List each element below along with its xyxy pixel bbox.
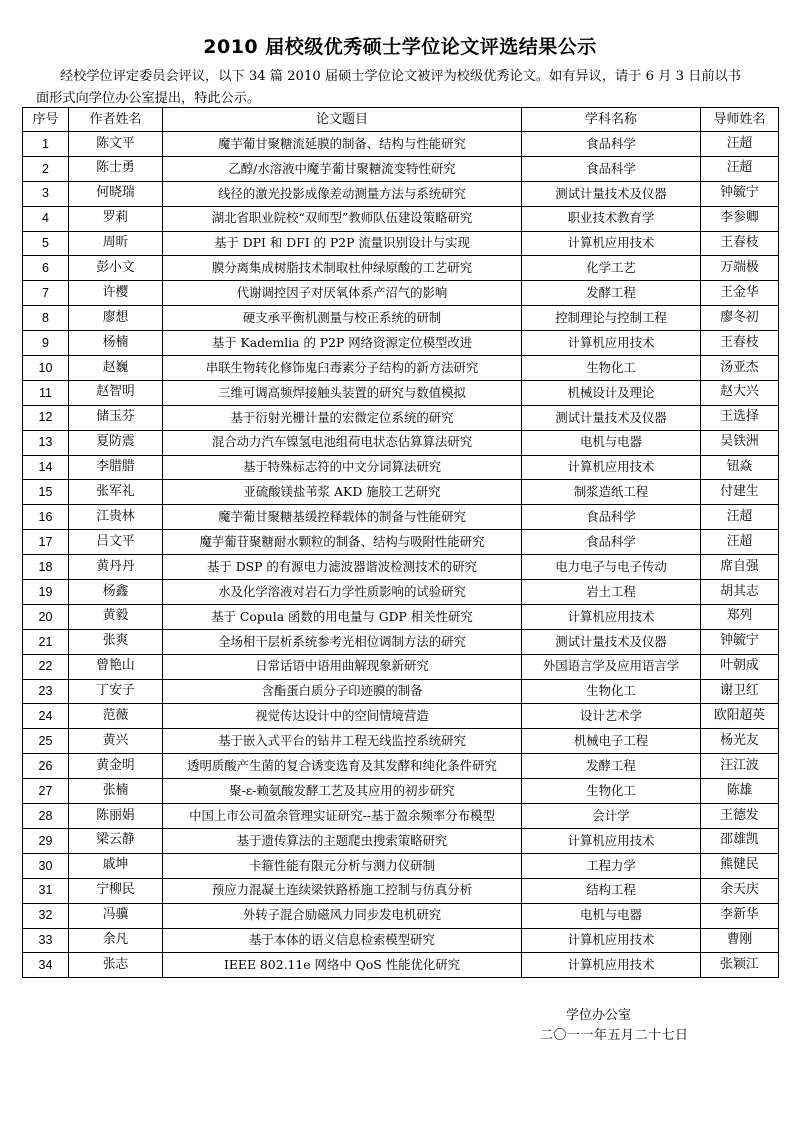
cell-author: 冯骥 [69, 903, 163, 928]
cell-author: 吕文平 [69, 530, 163, 555]
cell-paper-title: 混合动力汽车镍氢电池组荷电状态估算算法研究 [163, 430, 522, 455]
cell-major: 制浆造纸工程 [522, 480, 701, 505]
cell-number: 23 [23, 679, 69, 704]
cell-author: 戚坤 [69, 853, 163, 878]
cell-advisor: 余天庆 [701, 878, 779, 903]
table-row [23, 804, 779, 829]
cell-major: 生物化工 [522, 779, 701, 804]
cell-number: 20 [23, 604, 69, 629]
cell-number: 25 [23, 729, 69, 754]
cell-author: 余凡 [69, 928, 163, 953]
cell-author: 储玉芬 [69, 405, 163, 430]
table-row [23, 430, 779, 455]
cell-advisor: 熊健民 [701, 853, 779, 878]
cell-author: 赵巍 [69, 356, 163, 381]
cell-advisor: 叶朝成 [701, 654, 779, 679]
cell-major: 测试计量技术及仪器 [522, 405, 701, 430]
cell-major: 生物化工 [522, 679, 701, 704]
cell-number: 13 [23, 430, 69, 455]
cell-number: 3 [23, 181, 69, 206]
cell-advisor: 张颖江 [701, 953, 779, 978]
cell-major: 会计学 [522, 804, 701, 829]
cell-paper-title: 膜分离集成树脂技术制取杜仲绿原酸的工艺研究 [163, 256, 522, 281]
table-row [23, 903, 779, 928]
cell-number: 5 [23, 231, 69, 256]
cell-advisor: 付建生 [701, 480, 779, 505]
cell-author: 罗莉 [69, 206, 163, 231]
cell-major: 电机与电器 [522, 430, 701, 455]
cell-major: 食品科学 [522, 156, 701, 181]
cell-author: 张楠 [69, 779, 163, 804]
cell-advisor: 王春枝 [701, 231, 779, 256]
cell-paper-title: 湖北省职业院校“双师型”教师队伍建设策略研究 [163, 206, 522, 231]
cell-number: 8 [23, 306, 69, 331]
cell-paper-title: 中国上市公司盈余管理实证研究--基于盈余频率分布模型 [163, 804, 522, 829]
cell-paper-title: 含酯蛋白质分子印迹膜的制备 [163, 679, 522, 704]
cell-paper-title: 基于嵌入式平台的钻井工程无线监控系统研究 [163, 729, 522, 754]
cell-paper-title: 视觉传达设计中的空间情境营造 [163, 704, 522, 729]
cell-major: 计算机应用技术 [522, 928, 701, 953]
cell-advisor: 王德发 [701, 804, 779, 829]
cell-paper-title: 透明质酸产生菌的复合诱变选育及其发酵和纯化条件研究 [163, 754, 522, 779]
header-major: 学科名称 [522, 108, 701, 132]
cell-major: 电力电子与电子传动 [522, 555, 701, 580]
cell-author: 张军礼 [69, 480, 163, 505]
cell-major: 设计艺术学 [522, 704, 701, 729]
cell-author: 夏防震 [69, 430, 163, 455]
table-row [23, 405, 779, 430]
cell-number: 19 [23, 580, 69, 605]
table-row [23, 928, 779, 953]
table-row [23, 156, 779, 181]
cell-number: 11 [23, 380, 69, 405]
table-row [23, 953, 779, 978]
cell-advisor: 曹刚 [701, 928, 779, 953]
table-row [23, 281, 779, 306]
cell-advisor: 杨光友 [701, 729, 779, 754]
cell-advisor: 廖冬初 [701, 306, 779, 331]
cell-author: 张爽 [69, 629, 163, 654]
cell-paper-title: 卡箍性能有限元分析与测力仪研制 [163, 853, 522, 878]
table-row [23, 231, 779, 256]
cell-advisor: 钟毓宁 [701, 629, 779, 654]
table-row [23, 380, 779, 405]
cell-author: 江贵林 [69, 505, 163, 530]
cell-number: 15 [23, 480, 69, 505]
table-row [23, 331, 779, 356]
cell-paper-title: 线径的激光投影成像差动测量方法与系统研究 [163, 181, 522, 206]
cell-number: 21 [23, 629, 69, 654]
cell-number: 22 [23, 654, 69, 679]
cell-author: 宁柳民 [69, 878, 163, 903]
cell-advisor: 谢卫红 [701, 679, 779, 704]
cell-advisor: 钮焱 [701, 455, 779, 480]
cell-advisor: 李新华 [701, 903, 779, 928]
cell-paper-title: 基于遗传算法的主题爬虫搜索策略研究 [163, 828, 522, 853]
cell-advisor: 汪江波 [701, 754, 779, 779]
table-row [23, 555, 779, 580]
cell-author: 黄兴 [69, 729, 163, 754]
cell-paper-title: 魔芋葡甘聚糖基缓控释载体的制备与性能研究 [163, 505, 522, 530]
table-body [23, 132, 779, 978]
cell-number: 1 [23, 132, 69, 157]
cell-paper-title: 聚-ε-赖氨酸发酵工艺及其应用的初步研究 [163, 779, 522, 804]
cell-author: 廖想 [69, 306, 163, 331]
table-row [23, 455, 779, 480]
cell-advisor: 钟毓宁 [701, 181, 779, 206]
cell-major: 食品科学 [522, 505, 701, 530]
cell-author: 许樱 [69, 281, 163, 306]
cell-major: 发酵工程 [522, 281, 701, 306]
table-row [23, 480, 779, 505]
cell-author: 陈士勇 [69, 156, 163, 181]
cell-advisor: 郑列 [701, 604, 779, 629]
table-row [23, 356, 779, 381]
cell-advisor: 邵雄凯 [701, 828, 779, 853]
cell-author: 杨鑫 [69, 580, 163, 605]
cell-paper-title: 代谢调控因子对厌氧体系产沼气的影响 [163, 281, 522, 306]
cell-major: 计算机应用技术 [522, 828, 701, 853]
cell-author: 范薇 [69, 704, 163, 729]
table-row [23, 181, 779, 206]
cell-paper-title: 基于 Copula 函数的用电量与 GDP 相关性研究 [163, 604, 522, 629]
table-header-row [23, 108, 779, 132]
cell-paper-title: 魔芋葡苷聚糖耐水颗粒的制备、结构与吸附性能研究 [163, 530, 522, 555]
cell-number: 34 [23, 953, 69, 978]
cell-advisor: 王金华 [701, 281, 779, 306]
table-row [23, 505, 779, 530]
table-row [23, 604, 779, 629]
cell-paper-title: 全场相干层析系统参考光相位调制方法的研究 [163, 629, 522, 654]
cell-author: 周昕 [69, 231, 163, 256]
cell-number: 4 [23, 206, 69, 231]
cell-advisor: 汪超 [701, 132, 779, 157]
header-author: 作者姓名 [69, 108, 163, 132]
cell-major: 外国语言学及应用语言学 [522, 654, 701, 679]
cell-number: 28 [23, 804, 69, 829]
table-row [23, 629, 779, 654]
cell-author: 黄金明 [69, 754, 163, 779]
cell-paper-title: IEEE 802.11e 网络中 QoS 性能优化研究 [163, 953, 522, 978]
table-row [23, 256, 779, 281]
cell-number: 33 [23, 928, 69, 953]
cell-major: 测试计量技术及仪器 [522, 181, 701, 206]
cell-major: 计算机应用技术 [522, 331, 701, 356]
table-row [23, 878, 779, 903]
cell-advisor: 陈雄 [701, 779, 779, 804]
cell-major: 结构工程 [522, 878, 701, 903]
header-paper-title: 论文题目 [163, 108, 522, 132]
cell-paper-title: 串联生物转化修饰鬼臼毒素分子结构的新方法研究 [163, 356, 522, 381]
cell-major: 职业技术教育学 [522, 206, 701, 231]
cell-number: 26 [23, 754, 69, 779]
table-row [23, 679, 779, 704]
table-row [23, 704, 779, 729]
table-row [23, 779, 779, 804]
table-row [23, 853, 779, 878]
cell-major: 机械设计及理论 [522, 380, 701, 405]
cell-author: 李腊腊 [69, 455, 163, 480]
cell-paper-title: 基于 Kademlia 的 P2P 网络资源定位模型改进 [163, 331, 522, 356]
cell-major: 生物化工 [522, 356, 701, 381]
cell-major: 控制理论与控制工程 [522, 306, 701, 331]
header-advisor: 导师姓名 [701, 108, 779, 132]
cell-author: 陈文平 [69, 132, 163, 157]
cell-author: 梁云静 [69, 828, 163, 853]
cell-paper-title: 外转子混合励磁风力同步发电机研究 [163, 903, 522, 928]
cell-major: 机械电子工程 [522, 729, 701, 754]
cell-author: 赵智明 [69, 380, 163, 405]
table-row [23, 654, 779, 679]
cell-major: 发酵工程 [522, 754, 701, 779]
cell-advisor: 王春枝 [701, 331, 779, 356]
cell-major: 岩土工程 [522, 580, 701, 605]
cell-major: 计算机应用技术 [522, 953, 701, 978]
intro-paragraph-line-1: 经校学位评定委员会评议，以下 34 篇 2010 届硕士学位论文被评为校级优秀论文。如有异议，请于 6 月 3 日前以书 [60, 69, 741, 84]
cell-advisor: 万端极 [701, 256, 779, 281]
cell-major: 食品科学 [522, 132, 701, 157]
cell-paper-title: 日常话语中语用曲解现象新研究 [163, 654, 522, 679]
cell-paper-title: 基于衍射光栅计量的宏微定位系统的研究 [163, 405, 522, 430]
cell-advisor: 欧阳超英 [701, 704, 779, 729]
table-row [23, 729, 779, 754]
cell-number: 10 [23, 356, 69, 381]
cell-major: 测试计量技术及仪器 [522, 629, 701, 654]
page-title: 2010 届校级优秀硕士学位论文评选结果公示 [203, 36, 597, 58]
cell-author: 黄毅 [69, 604, 163, 629]
table-row [23, 530, 779, 555]
cell-major: 食品科学 [522, 530, 701, 555]
cell-number: 30 [23, 853, 69, 878]
intro-paragraph-line-2: 面形式向学位办公室提出，特此公示。 [36, 91, 261, 106]
cell-advisor: 汤亚杰 [701, 356, 779, 381]
table-row [23, 754, 779, 779]
cell-number: 12 [23, 405, 69, 430]
table-row [23, 132, 779, 157]
cell-number: 27 [23, 779, 69, 804]
cell-author: 曾艳山 [69, 654, 163, 679]
cell-number: 6 [23, 256, 69, 281]
cell-paper-title: 亚硫酸镁盐苇浆 AKD 施胶工艺研究 [163, 480, 522, 505]
cell-author: 黄丹丹 [69, 555, 163, 580]
cell-paper-title: 三维可调高频焊接触头装置的研究与数值模拟 [163, 380, 522, 405]
cell-major: 计算机应用技术 [522, 231, 701, 256]
cell-paper-title: 基于 DSP 的有源电力滤波器谐波检测技术的研究 [163, 555, 522, 580]
cell-paper-title: 基于特殊标志符的中文分词算法研究 [163, 455, 522, 480]
cell-number: 24 [23, 704, 69, 729]
cell-advisor: 赵大兴 [701, 380, 779, 405]
cell-advisor: 李参卿 [701, 206, 779, 231]
cell-advisor: 胡其志 [701, 580, 779, 605]
footer-date: 二〇一一年五月二十七日 [540, 1028, 689, 1043]
table-row [23, 306, 779, 331]
cell-author: 彭小文 [69, 256, 163, 281]
cell-number: 2 [23, 156, 69, 181]
cell-advisor: 汪超 [701, 156, 779, 181]
cell-major: 计算机应用技术 [522, 455, 701, 480]
results-table [22, 107, 779, 978]
cell-major: 计算机应用技术 [522, 604, 701, 629]
cell-number: 9 [23, 331, 69, 356]
footer-organization: 学位办公室 [566, 1008, 632, 1023]
table-row [23, 828, 779, 853]
cell-paper-title: 水及化学溶液对岩石力学性质影响的试验研究 [163, 580, 522, 605]
cell-number: 29 [23, 828, 69, 853]
cell-paper-title: 基于本体的语义信息检索模型研究 [163, 928, 522, 953]
cell-number: 7 [23, 281, 69, 306]
cell-number: 31 [23, 878, 69, 903]
cell-major: 化学工艺 [522, 256, 701, 281]
cell-number: 16 [23, 505, 69, 530]
cell-paper-title: 乙醇/水溶液中魔芋葡甘聚糖流变特性研究 [163, 156, 522, 181]
cell-advisor: 吴铁洲 [701, 430, 779, 455]
cell-paper-title: 预应力混凝土连续梁铁路桥施工控制与仿真分析 [163, 878, 522, 903]
cell-author: 何晓瑞 [69, 181, 163, 206]
cell-paper-title: 硬支承平衡机测量与校正系统的研制 [163, 306, 522, 331]
cell-author: 陈丽娟 [69, 804, 163, 829]
cell-major: 电机与电器 [522, 903, 701, 928]
cell-author: 丁安子 [69, 679, 163, 704]
cell-number: 18 [23, 555, 69, 580]
cell-major: 工程力学 [522, 853, 701, 878]
header-number: 序号 [23, 108, 69, 132]
cell-paper-title: 基于 DPI 和 DFI 的 P2P 流量识别设计与实现 [163, 231, 522, 256]
cell-advisor: 王选择 [701, 405, 779, 430]
cell-author: 张志 [69, 953, 163, 978]
cell-number: 17 [23, 530, 69, 555]
cell-advisor: 汪超 [701, 530, 779, 555]
cell-advisor: 汪超 [701, 505, 779, 530]
cell-paper-title: 魔芋葡甘聚糖流延膜的制备、结构与性能研究 [163, 132, 522, 157]
cell-number: 32 [23, 903, 69, 928]
table-row [23, 206, 779, 231]
cell-number: 14 [23, 455, 69, 480]
cell-advisor: 席自强 [701, 555, 779, 580]
table-row [23, 580, 779, 605]
cell-author: 杨楠 [69, 331, 163, 356]
